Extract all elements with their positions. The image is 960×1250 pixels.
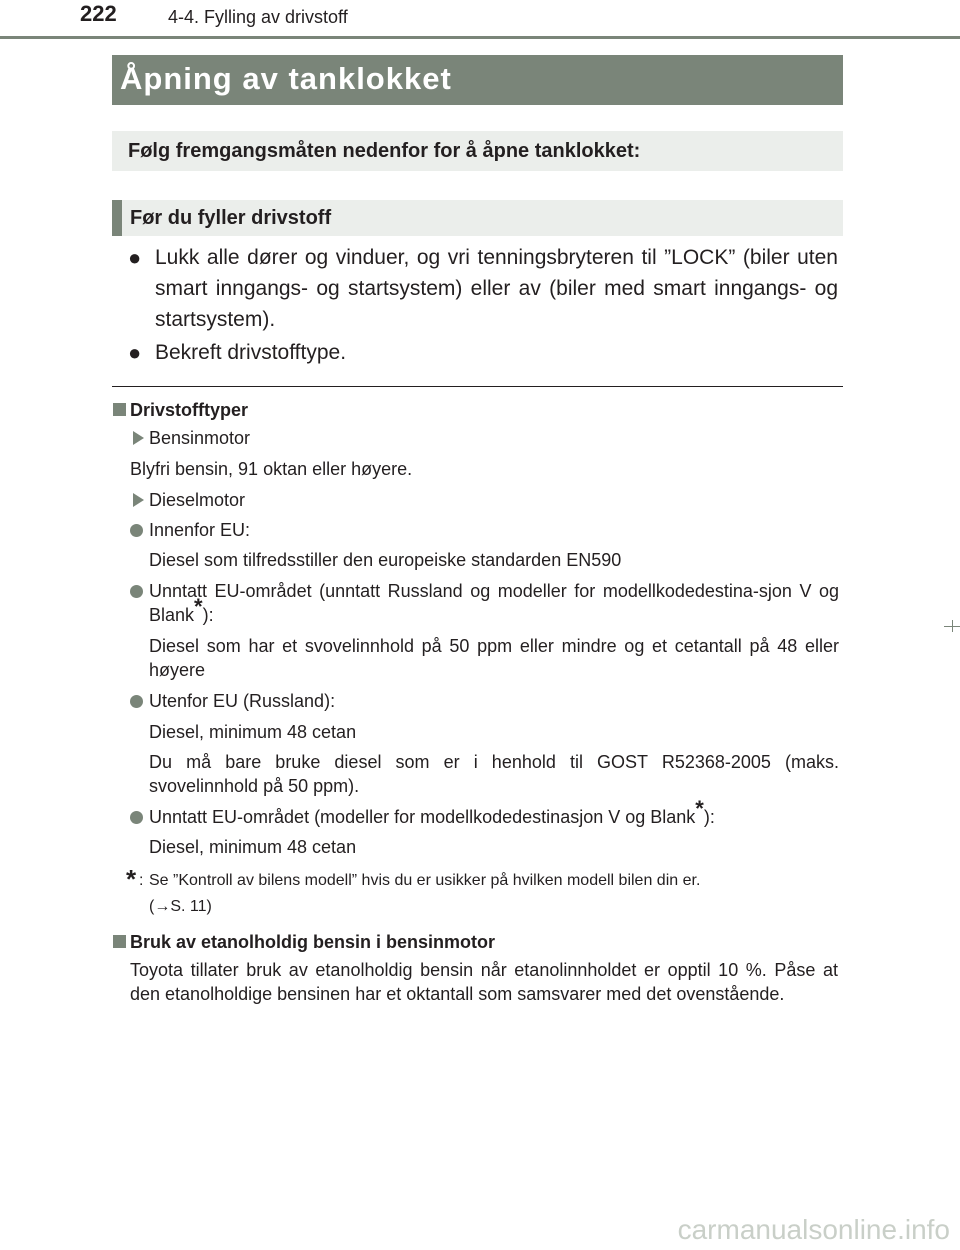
footnote-asterisk: * [126,864,137,894]
dot-icon [130,585,143,598]
watermark: carmanualsonline.info [677,1214,950,1245]
diesel-item-label-suffix: ): [703,807,715,827]
section-title: 4-4. Fylling av drivstoff [168,7,348,27]
diesel-item-label-text: Unntatt EU-området (unntatt Russland og modeller for modellkodedestina-sjon V og Blank [149,581,839,625]
asterisk: * [695,796,704,821]
page-title: Åpning av tanklokket [120,61,452,96]
triangle-icon [133,493,144,507]
diesel-item-text: Du må bare bruke diesel som er i henhold til GOST R52368-2005 (maks. svovelinnhold på 50 ppm). [149,752,839,796]
bullet-dot-icon: ● [128,245,142,270]
subheading: Før du fyller drivstoff [130,207,332,229]
diesel-item-text: Diesel, minimum 48 cetan [149,722,357,742]
bullet-dot-icon: ● [128,340,142,365]
diesel-item-label [149,796,839,829]
dot-icon [130,811,143,824]
diesel-item-text: Diesel som tilfredsstiller den europeiske standarden EN590 [149,550,622,570]
dot-icon [130,695,143,708]
footnote-colon: : [139,872,144,889]
ethanol-text: Toyota tillater bruk av etanolholdig bensin når etanolinnholdet er opptil 10 %. Påse at den etanolholdige bensinen har et oktantall som samsvarer med det ovenstående. [130,960,838,1004]
dot-icon [130,524,143,537]
asterisk: * [194,594,203,619]
diesel-item-label: Innenfor EU: [149,520,251,540]
margin-tick [952,620,953,632]
section-divider [112,386,843,387]
subheading-accent [112,200,122,236]
petrol-text: Blyfri bensin, 91 oktan eller høyere. [130,459,413,479]
triangle-icon [133,431,144,445]
intro-text: Følg fremgangsmåten nedenfor for å åpne tanklokket: [128,140,641,162]
diesel-heading: Dieselmotor [149,490,246,510]
section-heading: Bruk av etanolholdig bensin i bensinmotor [130,932,496,952]
diesel-item-label: Utenfor EU (Russland): [149,691,336,711]
footnote-text: Se ”Kontroll av bilens modell” hvis du er usikker på hvilken modell bilen din er. [149,872,701,889]
bullet-text: Lukk alle dører og vinduer, og vri tenningsbryteren til ”LOCK” (biler uten smart inngangs- og startsystem) eller av (biler med smart inngangs- og startsystem). [155,246,838,331]
diesel-item-label-suffix: ): [202,605,214,625]
bullet-text: Bekreft drivstofftype. [155,341,347,364]
section-square-icon [113,403,126,416]
section-heading: Drivstofftyper [130,400,249,420]
header-rule [0,36,960,39]
footnote-reference: (→S. 11) [149,898,212,915]
diesel-item-label [149,579,839,627]
page-number: 222 [80,1,117,26]
diesel-item-label-text: Unntatt EU-området (modeller for modellkodedestinasjon V og Blank [149,807,696,827]
diesel-item-text: Diesel som har et svovelinnhold på 50 ppm eller mindre og et cetantall på 48 eller høyere [149,636,839,680]
section-square-icon [113,935,126,948]
diesel-item-text: Diesel, minimum 48 cetan [149,837,357,857]
petrol-heading: Bensinmotor [149,428,251,448]
